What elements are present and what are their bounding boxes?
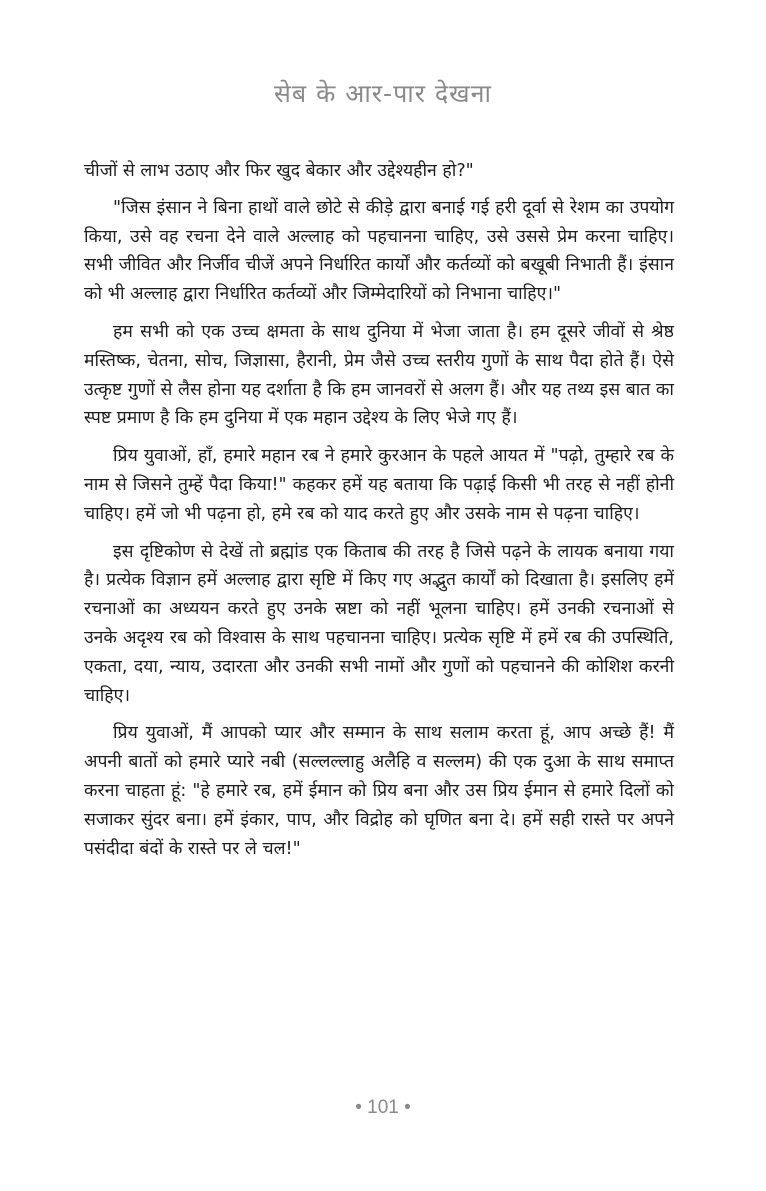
paragraph: इस दृष्टिकोण से देखें तो ब्रह्मांड एक किताब की तरह है जिसे पढ़ने के लायक बनाया गया है। प्रत्येक विज्ञान हमें अल्लाह द्वारा सृष्टि में किए गए अद्भुत कार्यों को दिखाता है। इसलिए हमें रचनाओं का अध्ययन करते हुए उनके स्रष्टा को नहीं भूलना चाहिए। हमें उनकी रचनाओं से उनके अदृश्य रब को विश्वास के साथ पहचानना चाहिए। प्रत्येक सृष्टि में हमें रब की उपस्थिति, एकता, दया, न्याय, उदारता और उनकी सभी नामों और गुणों को पहचानने की कोशिश करनी चाहिए।: [84, 541, 674, 706]
paragraph: हम सभी को एक उच्च क्षमता के साथ दुनिया में भेजा जाता है। हम दूसरे जीवों से श्रेष्ठ मस्तिष्क, चेतना, सोच, जिज्ञासा, हैरानी, प्रेम जैसे उच्च स्तरीय गुणों के साथ पैदा होते हैं। ऐसे उत्कृष्ट गुणों से लैस होना यह दर्शाता है कि हम जानवरों से अलग हैं। और यह तथ्य इस बात का स्पष्ट प्रमाण है कि हम दुनिया में एक महान उद्देश्य के लिए भेजे गए हैं।: [84, 321, 674, 429]
paragraph: प्रिय युवाओं, मैं आपको प्यार और सम्मान के साथ सलाम करता हूं, आप अच्छे हैं! मैं अपनी बातों को हमारे प्यारे नबी (सल्लल्लाहु अलैहि व सल्लम) की एक दुआ के साथ समाप्त करना चाहता हूं: "हे हमारे रब, हमें ईमान को प्रिय बना और उस प्रिय ईमान से हमारे दिलों को सजाकर सुंदर बना। हमें इंकार, पाप, और विद्रोह को घृणित बना दे। हमें सही रास्ते पर अपने पसंदीदा बंदों के रास्ते पर ले चल!": [84, 723, 674, 859]
page-number: • 101 •: [355, 1097, 411, 1118]
running-title: सेब के आर-पार देखना: [274, 79, 492, 108]
paragraph: "जिस इंसान ने बिना हाथों वाले छोटे से कीड़े द्वारा बनाई गई हरी दूर्वा से रेशम का उपयोग किया, उसे वह रचना देने वाले अल्लाह को पहचानना चाहिए, उसे उससे प्रेम करना चाहिए। सभी जीवित और निर्जीव चीजें अपने निर्धारित कार्यों और कर्तव्यों को बखूबी निभाती हैं। इंसान को भी अल्लाह द्वारा निर्धारित कर्तव्यों और जिम्मेदारियों को निभाना चाहिए।": [84, 197, 674, 305]
body-text: [84, 157, 674, 872]
paragraph: चीजों से लाभ उठाए और फिर खुद बेकार और उद्देश्यहीन हो?": [84, 161, 474, 181]
paragraph: प्रिय युवाओं, हाँ, हमारे महान रब ने हमारे कुरआन के पहले आयत में "पढ़ो, तुम्हारे रब के नाम से जिसने तुम्हें पैदा किया!" कहकर हमें यह बताया कि पढ़ाई किसी भी तरह से नहीं होनी चाहिए। हमें जो भी पढ़ना हो, हमे रब को याद करते हुए और उसके नाम से पढ़ना चाहिए।: [84, 446, 674, 524]
